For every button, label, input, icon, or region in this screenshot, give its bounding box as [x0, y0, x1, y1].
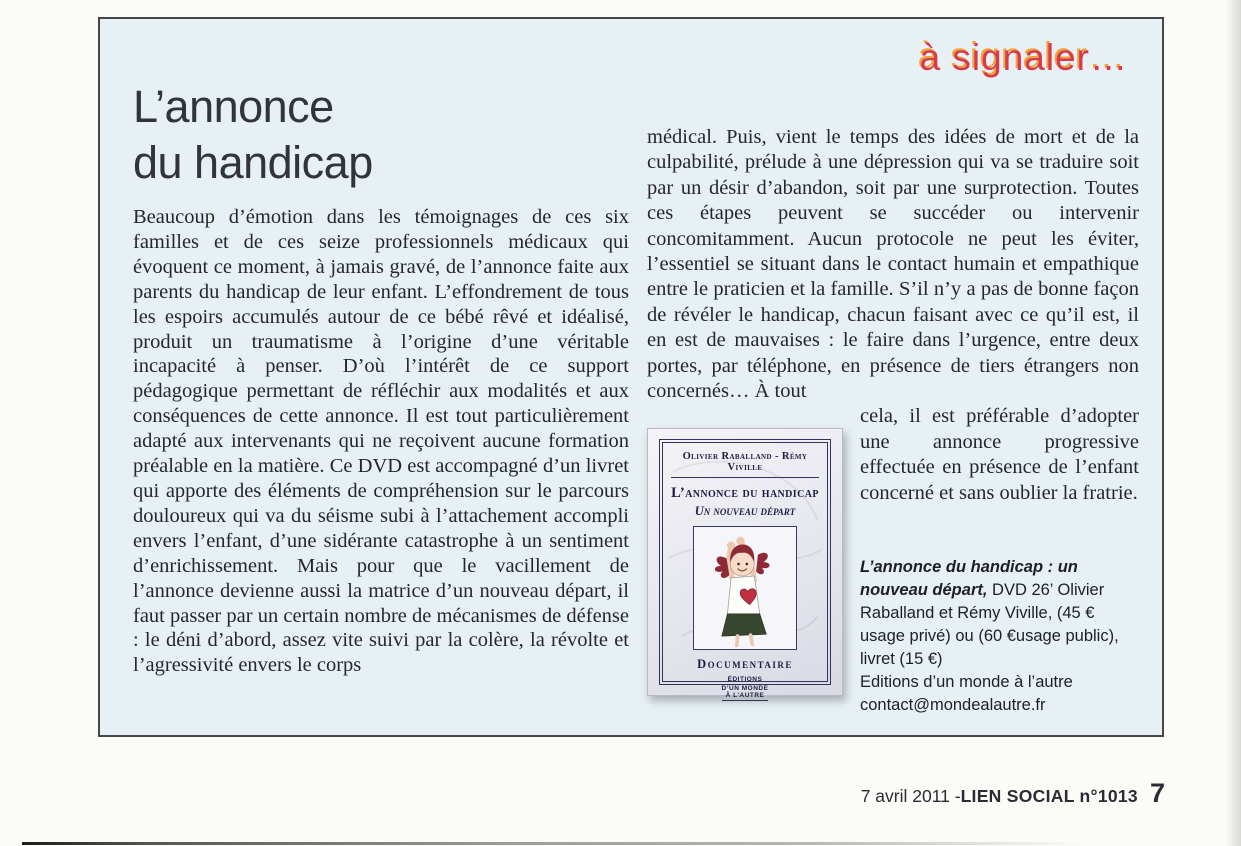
girl-illustration-icon [698, 527, 792, 649]
dvd-genre: Documentaire [697, 657, 793, 672]
footer-date: 7 avril 2011 - [860, 786, 961, 806]
dvd-cover-frame [659, 439, 831, 700]
page-footer [861, 778, 1165, 809]
caption-details: DVD 26’ Olivier Raballand et Rémy Viville, (45 € usage privé) ou (60 €usage public), livret (15 €) [860, 581, 1119, 669]
publisher-line2: D’UN MONDE [721, 684, 769, 692]
article-body-right: médical. Puis, vient le temps des idées de mort et de la culpabilité, prélude à une dépression qui va se traduire soit par un désir d’abandon, soit par une surprotection. Toutes ces étapes peuvent se succéder ou intervenir concomitamment. Aucun protocole ne peut les éviter, l’essentiel se situant dans le contact humain et empathique entre le praticien et la famille. S’il n’y a pas de bonne façon de révéler le handicap, chacun faisant avec ce qu’il est, il en est de mauvaises : le faire dans l’urgence, entre deux portes, par téléphone, en présence de tiers étrangers non concernés… À tout [647, 126, 1139, 403]
caption-publisher: Editions d’un monde à l’autre [860, 673, 1073, 692]
caption-email: contact@mondealautre.fr [860, 696, 1046, 715]
article-body-left: Beaucoup d’émotion dans les témoignages de ces six familles et de ces seize professionnels médicaux qui évoquent ce moment, à jamais gravé, de l’annonce faite aux parents du handicap de leur enfant. L’effondrement de tous les espoirs accumulés autour de ce bébé rêvé et idéalisé, produit un traumatisme à l’origine d’une véritable incapacité à penser. D’où l’intérêt de ce support pédagogique permettant de réfléchir aux modalités et aux conséquences de cette annonce. Il est tout particulièrement adapté aux intervenants qui ne reçoivent aucune formation préalable en la matière. Ce DVD est accompagné d’un livret qui apporte des éléments de compréhension sur le parcours douloureux qui va du séisme subi à l’attachement accompli envers l’enfant, d’une sidérante catastrophe à un sentiment d’enrichissement. Mais pour que le vacillement de l’annonce devienne aussi la matrice d’un nouveau départ, il faut passer par un certain nombre de mécanismes de défense : le déni d’abord, assez vite suivi par la colère, la révolte et l’agressivité envers le corps [133, 206, 629, 677]
publisher-line3: À L’AUTRE [722, 692, 769, 701]
caption-title: L’annonce du handicap : un nouveau départ, [860, 558, 1078, 600]
dvd-title: L’annonce du handicap [671, 485, 819, 502]
dvd-illustration-box [693, 526, 797, 650]
dvd-cover [647, 428, 843, 700]
right-column [647, 125, 1139, 717]
wrap-text-block [860, 404, 1139, 717]
left-column [133, 79, 629, 678]
dvd-subtitle: Un nouveau départ [694, 504, 796, 519]
section-header: à signaler… [919, 37, 1128, 78]
article-title [133, 79, 629, 191]
text-wrap-row [647, 404, 1139, 717]
footer-page-number: 7 [1149, 778, 1165, 808]
article-body-wrapped: cela, il est préférable d’adopter une annonce progressive effectuée en présence de l’enfant concerné et sans oublier la fratrie. [860, 405, 1139, 504]
scan-bottom-line [22, 842, 1084, 845]
dvd-authors: Olivier Raballand - Rémy Viville [671, 451, 819, 478]
content-panel [98, 17, 1164, 737]
footer-magazine: LIEN SOCIAL n°1013 [960, 786, 1138, 806]
dvd-caption [860, 556, 1139, 671]
publisher-line1: ÉDITIONS [722, 676, 769, 685]
article-title-line1: L’annonce [133, 81, 334, 132]
article-title-line2: du handicap [133, 137, 373, 188]
scan-edge-shade [1225, 0, 1241, 846]
publisher-logo [722, 676, 769, 701]
